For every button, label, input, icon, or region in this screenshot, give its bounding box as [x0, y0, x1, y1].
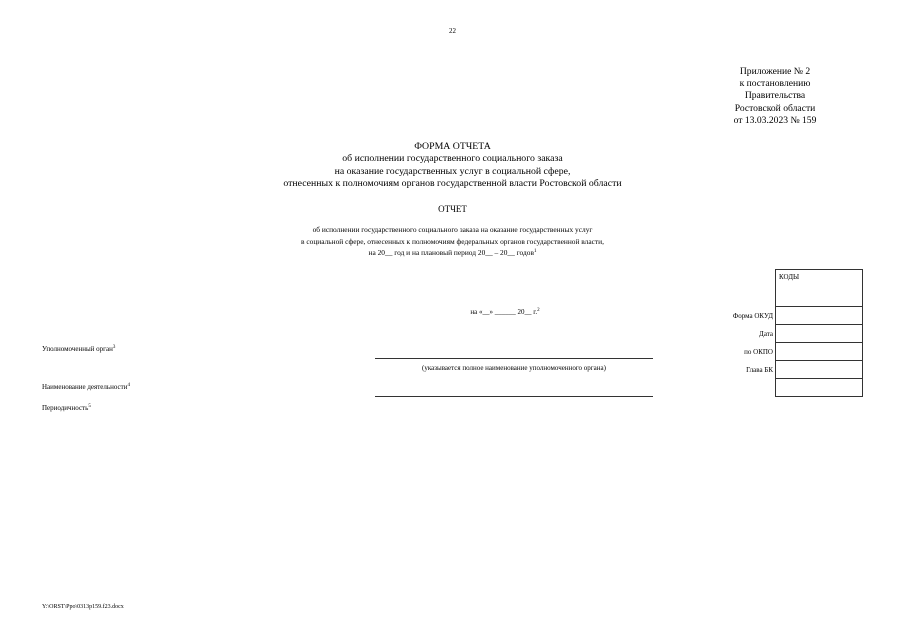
- codes-row-value: [776, 325, 863, 343]
- codes-row-label: по ОКПО: [744, 347, 773, 356]
- appendix-line: к постановлению: [739, 78, 811, 90]
- periodicity-text: Периодичность: [42, 404, 89, 412]
- codes-row-value: [776, 361, 863, 379]
- codes-row-value: [776, 379, 863, 397]
- footnote-marker: 3: [112, 345, 116, 350]
- activity-name-field-line: [375, 396, 653, 397]
- report-subtitle-line: [200, 247, 705, 259]
- activity-name-text: Наименование деятельности: [42, 383, 128, 391]
- codes-table-row: [710, 361, 863, 379]
- authorized-body-field-line: [375, 358, 653, 359]
- codes-row-value: [776, 307, 863, 325]
- form-title-line: отнесенных к полномочиям органов государственной власти Ростовской области: [283, 177, 622, 189]
- report-subtitle-line: об исполнении государственного социального заказа на оказание государственных услуг: [312, 225, 593, 234]
- authorized-body-text: Уполномоченный орган: [42, 345, 113, 353]
- authorized-body-hint: (указывается полное наименование уполномоченного органа): [422, 364, 606, 372]
- footnote-marker: 5: [88, 404, 91, 409]
- report-subtitle: [200, 224, 705, 259]
- page-number: 22: [449, 27, 456, 35]
- report-period-text: на 20__ год и на плановый период 20__ – 20__ годов: [368, 248, 534, 258]
- codes-row-label: [710, 379, 776, 397]
- footer-file-path: Y:\ORST\Ppo\0313p159.f23.docx: [42, 604, 124, 610]
- footnote-marker: 2: [537, 308, 540, 313]
- codes-table-label: [710, 270, 776, 307]
- appendix-line: от 13.03.2023 № 159: [733, 114, 817, 126]
- footnote-marker: 1: [533, 249, 537, 255]
- report-heading: ОТЧЕТ: [438, 204, 467, 214]
- codes-row-label: Форма ОКУД: [732, 311, 773, 320]
- footnote-marker: 4: [127, 383, 130, 388]
- codes-table-row: [710, 325, 863, 343]
- report-date-text: на «__» ______ 20__ г.: [470, 308, 538, 316]
- periodicity-label: [42, 404, 91, 412]
- appendix-line: Ростовской области: [734, 102, 816, 114]
- form-title-line: на оказание государственных услуг в социальной сфере,: [334, 165, 571, 177]
- codes-table-row: [710, 307, 863, 325]
- codes-table-row: [710, 379, 863, 397]
- codes-header: КОДЫ: [776, 270, 863, 307]
- appendix-block: [700, 66, 850, 127]
- codes-table: [710, 269, 863, 397]
- activity-name-label: [42, 383, 130, 391]
- form-title-line: об исполнении государственного социального заказа: [342, 153, 563, 165]
- codes-row-label: Глава БК: [746, 365, 773, 374]
- appendix-line: Приложение № 2: [739, 66, 811, 77]
- codes-table-header-row: [710, 270, 863, 307]
- codes-row-label: Дата: [759, 329, 773, 338]
- authorized-body-label: [42, 345, 115, 353]
- form-title-line: ФОРМА ОТЧЕТА: [414, 141, 491, 152]
- form-title: [200, 141, 705, 190]
- codes-table-row: [710, 343, 863, 361]
- appendix-line: Правительства: [744, 90, 806, 102]
- report-subtitle-line: в социальной сфере, отнесенных к полномочиям федеральных органов государственной власти,: [301, 236, 604, 246]
- codes-row-value: [776, 343, 863, 361]
- report-date-line: [420, 308, 590, 316]
